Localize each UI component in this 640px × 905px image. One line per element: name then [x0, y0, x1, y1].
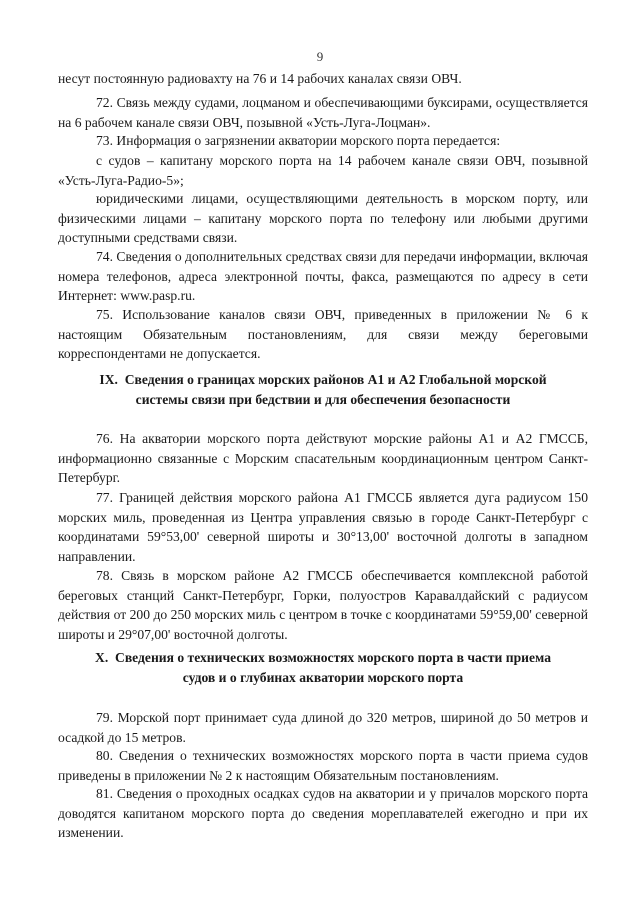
section-heading-x-line1 — [58, 648, 588, 668]
section-title-ix-line2: системы связи при бедствии и для обеспечения безопасности — [135, 391, 511, 407]
paragraph-75: 75. Использование каналов связи ОВЧ, приведенных в приложении № 6 к настоящим Обязательным постановлениям, для связи между береговыми корреспондентами не допускается. — [58, 307, 588, 362]
paragraph-74: 74. Сведения о дополнительных средствах связи для передачи информации, включая номера телефонов, адреса электронной почты, факса, размещаются по адресу в сети Интернет: www.pasp.ru. — [58, 249, 588, 304]
paragraph-73-legal-entities: юридическими лицами, осуществляющими деятельность в морском порту, или физическими лицами – капитану морского порта по телефону или любыми другими доступными средствами связи. — [58, 191, 588, 246]
paragraph-78: 78. Связь в морском районе А2 ГМССБ обеспечивается комплексной работой береговых станций Санкт-Петербург, Горки, полуостров Каравалдайский с радиусом действия от 200 до 250 морских миль с центром в точке с координатами 59°59,00' северной широты и 29°07,00' восточной долготы. — [58, 568, 588, 642]
section-heading-ix-line1 — [58, 370, 588, 390]
paragraph-73-ships: с судов – капитану морского порта на 14 рабочем канале связи ОВЧ, позывной «Усть-Луга-Радио-5»; — [58, 153, 588, 188]
section-title-x-line2: судов и о глубинах акватории морского порта — [182, 669, 464, 685]
section-heading-ix — [58, 370, 588, 409]
paragraph-73: 73. Информация о загрязнении акватории морского порта передается: — [96, 133, 501, 148]
paragraph-80: 80. Сведения о технических возможностях морского порта в части приема судов приведены в приложении № 2 к настоящим Обязательным постановлениям. — [58, 748, 588, 783]
section-title-x-line1: Сведения о технических возможностях морского порта в части приема — [115, 650, 551, 665]
paragraph-76: 76. На акватории морского порта действуют морские районы А1 и А2 ГМССБ, информационно связанные с Морским спасательным координационным центром Санкт-Петербург. — [58, 431, 588, 486]
paragraph-79: 79. Морской порт принимает суда длиной до 320 метров, шириной до 50 метров и осадкой до 15 метров. — [58, 710, 588, 745]
paragraph-72: 72. Связь между судами, лоцманом и обеспечивающими буксирами, осуществляется на 6 рабочем канале связи ОВЧ, позывной «Усть-Луга-Лоцман». — [58, 95, 588, 130]
page-number: 9 — [316, 49, 324, 64]
section-number-ix: IX. — [99, 372, 118, 387]
paragraph-77: 77. Границей действия морского района А1 ГМССБ является дуга радиусом 150 морских миль, проведенная из Центра управления связью в городе Санкт-Петербург с координатами 59°53,00' северной широты и 30°13,00' восточной долготы в западном направлении. — [58, 490, 588, 564]
section-number-x: X. — [95, 650, 109, 665]
section-heading-x — [58, 648, 588, 687]
paragraph-71-continuation: несут постоянную радиовахту на 76 и 14 рабочих каналах связи ОВЧ. — [58, 71, 462, 86]
section-title-ix-line1: Сведения о границах морских районов А1 и А2 Глобальной морской — [124, 372, 547, 387]
paragraph-81: 81. Сведения о проходных осадках судов на акватории и у причалов морского порта доводятся капитаном морского порта до сведения мореплавателей ежегодно и при их изменении. — [58, 786, 588, 841]
